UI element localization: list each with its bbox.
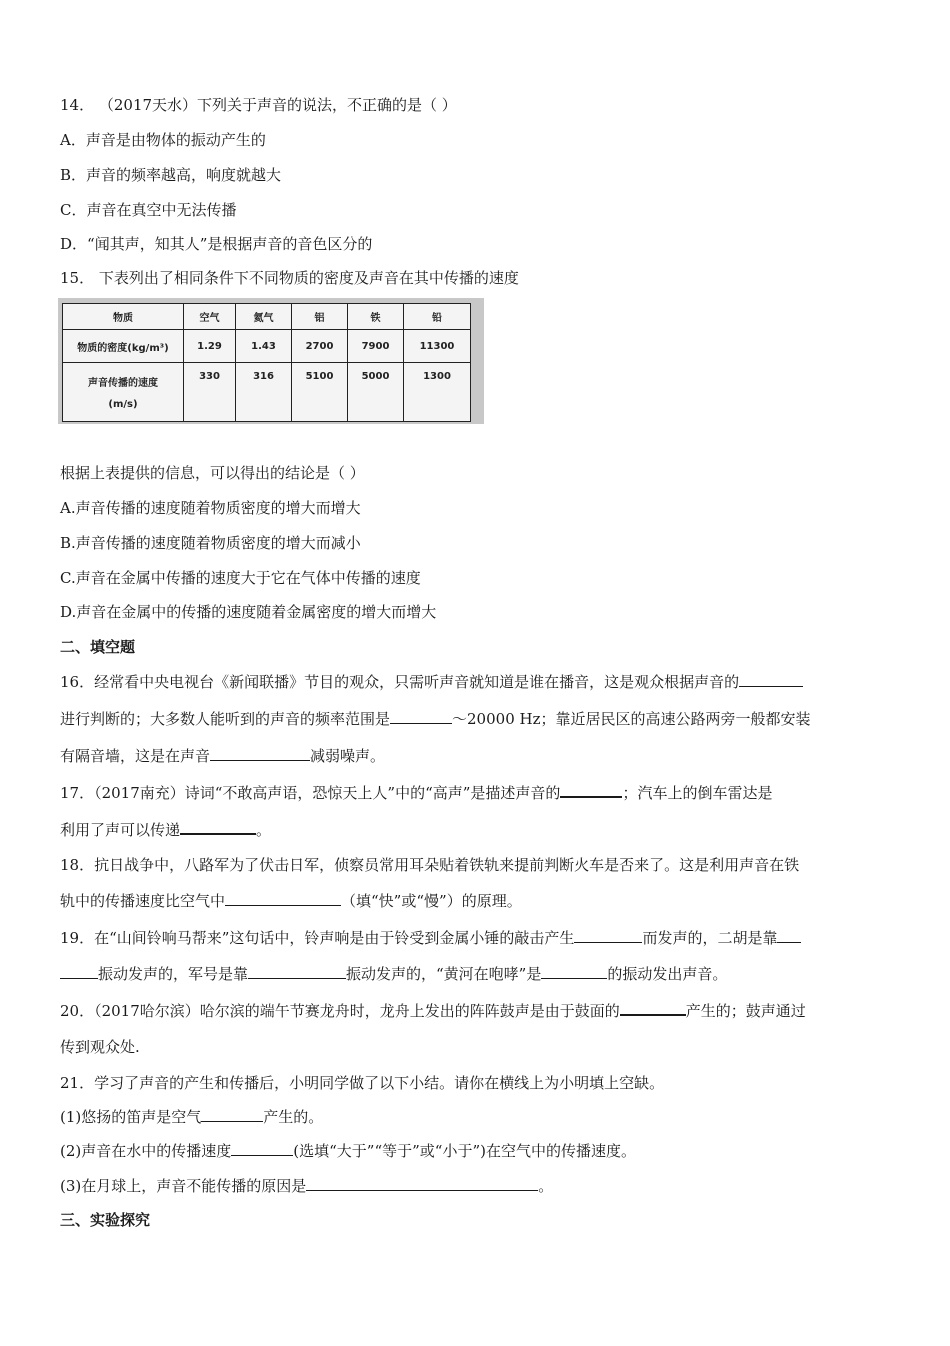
answer-blank bbox=[180, 819, 256, 835]
answer-blank bbox=[201, 1107, 263, 1122]
question-21-text: (3)在月球上，声音不能传播的原因是 bbox=[60, 1177, 307, 1195]
answer-blank bbox=[777, 928, 801, 943]
question-17-text: 17．（2017南充）诗词“不敢高声语，恐惊天上人”中的“高声”是描述声音的 bbox=[60, 784, 561, 802]
table-speed-label-line1: 声音传播的速度 bbox=[88, 378, 158, 389]
question-18-line-2 bbox=[60, 891, 522, 911]
table-header-aluminum: 铝 bbox=[292, 304, 348, 330]
answer-blank bbox=[225, 891, 341, 906]
answer-blank bbox=[574, 928, 642, 943]
table-cell: 1.29 bbox=[184, 330, 236, 363]
table-cell: 5000 bbox=[348, 363, 404, 422]
question-16-text: 16．经常看中央电视台《新闻联播》节目的观众，只需听声音就知道是谁在播音，这是观众根据声音的 bbox=[60, 673, 740, 691]
question-15-option-b: B.声音传播的速度随着物质密度的增大而减小 bbox=[60, 534, 361, 552]
answer-blank bbox=[210, 746, 310, 761]
answer-blank bbox=[390, 709, 452, 724]
question-16-line-2 bbox=[60, 709, 811, 729]
question-18-text: （填“快”或“慢”）的原理。 bbox=[341, 892, 522, 910]
question-19-text: 的振动发出声音。 bbox=[607, 965, 728, 983]
density-speed-table bbox=[62, 303, 471, 422]
question-21-text: 产生的。 bbox=[263, 1108, 324, 1126]
question-21-text: 。 bbox=[538, 1177, 554, 1195]
answer-blank bbox=[306, 1176, 538, 1191]
question-16-line-1 bbox=[60, 672, 803, 692]
question-15-option-d: D.声音在金属中的传播的速度随着金属密度的增大而增大 bbox=[60, 603, 437, 621]
answer-blank bbox=[60, 964, 98, 979]
section-heading-fill-in: 二、填空题 bbox=[60, 638, 136, 656]
answer-blank bbox=[620, 1000, 686, 1016]
question-15-stem: 15． 下表列出了相同条件下不同物质的密度及声音在其中传播的速度 bbox=[60, 269, 519, 287]
table-cell: 2700 bbox=[292, 330, 348, 363]
table-cell: 1.43 bbox=[236, 330, 292, 363]
question-21-part-1 bbox=[60, 1107, 323, 1127]
question-21-text: (1)悠扬的笛声是空气 bbox=[60, 1108, 202, 1126]
question-19-line-2 bbox=[60, 964, 727, 984]
density-speed-table-image bbox=[58, 298, 484, 424]
answer-blank bbox=[560, 782, 622, 798]
question-19-line-1 bbox=[60, 928, 801, 948]
question-17-line-2 bbox=[60, 819, 271, 840]
question-14-option-d: D．“闻其声，知其人”是根据声音的音色区分的 bbox=[60, 235, 373, 253]
question-20-line-2: 传到观众处. bbox=[60, 1038, 140, 1056]
table-cell: 330 bbox=[184, 363, 236, 422]
question-14-option-b: B．声音的频率越高，响度就越大 bbox=[60, 166, 282, 184]
table-cell: 316 bbox=[236, 363, 292, 422]
table-speed-label-unit: (m/s) bbox=[108, 399, 138, 410]
table-cell: 7900 bbox=[348, 330, 404, 363]
question-21-part-2 bbox=[60, 1141, 636, 1161]
question-16-text: 进行判断的；大多数人能听到的声音的频率范围是 bbox=[60, 710, 391, 728]
question-16-text: 有隔音墙，这是在声音 bbox=[60, 747, 211, 765]
question-14-option-a: A．声音是由物体的振动产生的 bbox=[60, 131, 266, 149]
section-heading-experiment: 三、实验探究 bbox=[60, 1211, 151, 1229]
table-speed-label bbox=[63, 363, 184, 422]
question-17-line-1 bbox=[60, 782, 772, 803]
question-20-text: 20．（2017哈尔滨）哈尔滨的端午节赛龙舟时，龙舟上发出的阵阵鼓声是由于鼓面的 bbox=[60, 1002, 620, 1020]
table-header-helium: 氦气 bbox=[236, 304, 292, 330]
question-21-text: (选填“大于”“等于”或“小于”)在空气中的传播速度。 bbox=[293, 1142, 636, 1160]
question-19-text: 而发声的，二胡是靠 bbox=[642, 929, 778, 947]
answer-blank bbox=[541, 964, 607, 979]
question-17-text: 。 bbox=[256, 821, 272, 839]
question-19-text: 振动发声的，军号是靠 bbox=[98, 965, 249, 983]
table-cell: 1300 bbox=[404, 363, 471, 422]
question-16-line-3 bbox=[60, 746, 385, 766]
question-17-text: ；汽车上的倒车雷达是 bbox=[622, 784, 773, 802]
question-18-line-1: 18．抗日战争中，八路军为了伏击日军，侦察员常用耳朵贴着铁轨来提前判断火车是否来了。这是利用声音在铁 bbox=[60, 856, 800, 874]
question-19-text: 19．在“山间铃响马帮来”这句话中，铃声响是由于铃受到金属小锤的敲击产生 bbox=[60, 929, 575, 947]
question-14-option-c: C．声音在真空中无法传播 bbox=[60, 201, 237, 219]
table-cell: 11300 bbox=[404, 330, 471, 363]
question-20-text: 产生的；鼓声通过 bbox=[685, 1002, 806, 1020]
question-15-prompt: 根据上表提供的信息，可以得出的结论是（ ） bbox=[60, 464, 365, 482]
answer-blank bbox=[231, 1141, 293, 1156]
table-header-iron: 铁 bbox=[348, 304, 404, 330]
answer-blank bbox=[248, 964, 346, 979]
question-18-text: 轨中的传播速度比空气中 bbox=[60, 892, 226, 910]
table-header-lead: 铅 bbox=[404, 304, 471, 330]
table-cell: 5100 bbox=[292, 363, 348, 422]
answer-blank bbox=[739, 672, 803, 687]
question-16-text: 减弱噪声。 bbox=[310, 747, 386, 765]
table-header-air: 空气 bbox=[184, 304, 236, 330]
question-16-text: ～20000 Hz；靠近居民区的高速公路两旁一般都安装 bbox=[452, 710, 811, 728]
question-21-text: (2)声音在水中的传播速度 bbox=[60, 1142, 232, 1160]
question-15-option-c: C.声音在金属中传播的速度大于它在气体中传播的速度 bbox=[60, 569, 421, 587]
question-20-line-1 bbox=[60, 1000, 806, 1021]
question-21-stem: 21．学习了声音的产生和传播后，小明同学做了以下小结。请你在横线上为小明填上空缺。 bbox=[60, 1074, 665, 1092]
table-header-substance: 物质 bbox=[63, 304, 184, 330]
question-19-text: 振动发声的，“黄河在咆哮”是 bbox=[346, 965, 542, 983]
table-density-label: 物质的密度(kg/m³) bbox=[63, 330, 184, 363]
question-17-text: 利用了声可以传递 bbox=[60, 821, 181, 839]
question-21-part-3 bbox=[60, 1176, 553, 1196]
question-15-option-a: A.声音传播的速度随着物质密度的增大而增大 bbox=[60, 499, 361, 517]
question-14-stem: 14． （2017天水）下列关于声音的说法，不正确的是（ ） bbox=[60, 96, 457, 114]
